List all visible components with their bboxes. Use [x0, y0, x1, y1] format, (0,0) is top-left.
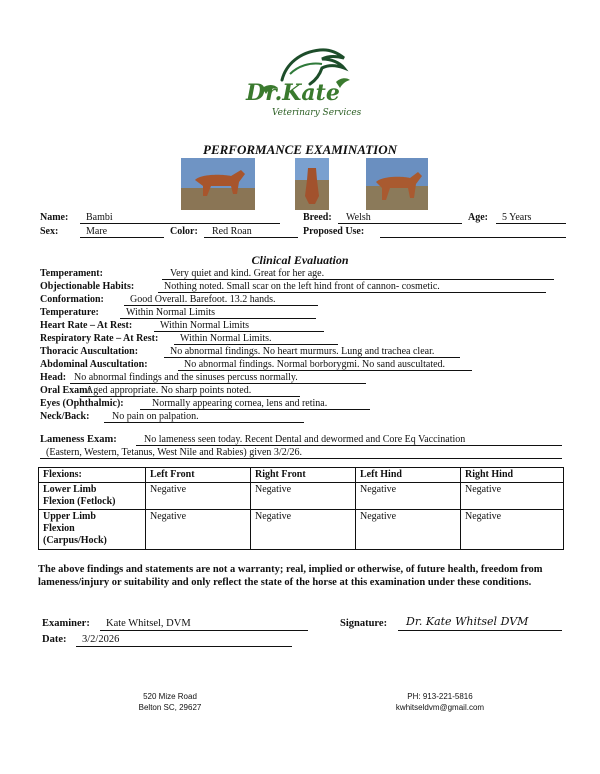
date-label: Date:: [42, 634, 67, 645]
table-header: Right Front: [251, 468, 356, 483]
table-header: Left Hind: [356, 468, 461, 483]
clinical-evaluation-heading: Clinical Evaluation: [251, 253, 349, 267]
horse-photo-side: [181, 158, 255, 210]
examiner-label: Examiner:: [42, 618, 90, 629]
proposed-use-label: Proposed Use:: [303, 226, 365, 237]
clinical-value: No abnormal findings and the sinuses percuss normally.: [74, 372, 298, 383]
signature-label: Signature:: [340, 618, 388, 629]
clinical-label: Eyes (Ophthalmic):: [40, 398, 124, 409]
lameness-value-line1: No lameness seen today. Recent Dental and dewormed and Core Eq Vaccination: [144, 434, 466, 445]
table-header-row: [39, 468, 564, 483]
clinical-value: Very quiet and kind. Great for her age.: [170, 268, 325, 279]
sex-label: Sex:: [40, 226, 59, 237]
name-value: Bambi: [86, 212, 113, 223]
table-cell: Negative: [461, 510, 564, 550]
table-cell: Negative: [251, 510, 356, 550]
breed-value: Welsh: [346, 212, 371, 223]
horse-photo-rear: [366, 158, 428, 210]
breed-label: Breed:: [303, 212, 332, 223]
clinical-label: Thoracic Auscultation:: [40, 346, 139, 357]
examiner-value: Kate Whitsel, DVM: [106, 618, 191, 629]
sex-value: Mare: [86, 226, 108, 237]
footer-address-line1: 520 Mize Road: [143, 692, 197, 701]
clinical-value: Within Normal Limits: [126, 307, 216, 318]
logo-subtitle: Veterinary Services: [272, 108, 362, 118]
age-value: 5 Years: [502, 212, 532, 223]
clinical-value: Nothing noted. Small scar on the left hind front of cannon- cosmetic.: [164, 281, 440, 292]
lameness-value-line2: (Eastern, Western, Tetanus, West Nile and Rabies) given 3/2/26.: [46, 447, 302, 458]
clinical-label: Temperament:: [40, 268, 103, 279]
table-cell: Negative: [461, 483, 564, 510]
clinical-label: Temperature:: [40, 307, 99, 318]
footer-email: kwhitseldvm@gmail.com: [395, 703, 485, 712]
clinical-value: Within Normal Limits: [160, 320, 250, 331]
table-row: [39, 510, 564, 550]
clinical-label: Respiratory Rate – At Rest:: [40, 333, 159, 344]
clinical-value: No abnormal findings. Normal borborygmi. No sand auscultated.: [184, 359, 446, 370]
footer-address-line2: Belton SC, 29627: [138, 703, 202, 712]
clinical-value: No abnormal findings. No heart murmurs. Lung and trachea clear.: [170, 346, 435, 357]
footer-address: [118, 691, 222, 713]
table-row: [39, 483, 564, 510]
signature-value: Dr. Kate Whitsel DVM: [406, 615, 529, 628]
clinical-label: Head:: [40, 372, 67, 383]
table-cell: Negative: [251, 483, 356, 510]
flexion-table: [38, 467, 564, 550]
table-header: Right Hind: [461, 468, 564, 483]
clinical-label: Neck/Back:: [40, 411, 90, 422]
clinical-label: Oral Exam:: [40, 385, 91, 396]
color-label: Color:: [170, 226, 198, 237]
clinical-label: Objectionable Habits:: [40, 281, 135, 292]
table-cell: Negative: [146, 510, 251, 550]
table-header: Left Front: [146, 468, 251, 483]
clinical-label: Conformation:: [40, 294, 104, 305]
clinical-value: Good Overall. Barefoot. 13.2 hands.: [130, 294, 276, 305]
age-label: Age:: [468, 212, 488, 223]
clinical-value: Normally appearing cornea, lens and retina.: [152, 398, 328, 409]
table-cell: Negative: [356, 483, 461, 510]
lameness-label: Lameness Exam:: [40, 434, 117, 445]
table-cell: Negative: [146, 483, 251, 510]
clinical-value: Within Normal Limits.: [180, 333, 272, 344]
footer-contact: [380, 691, 500, 713]
page-title: PERFORMANCE EXAMINATION: [203, 142, 397, 157]
table-header: Flexions:: [39, 468, 146, 483]
row-label: Upper Limb Flexion (Carpus/Hock): [39, 510, 146, 550]
date-value: 3/2/2026: [82, 634, 120, 645]
disclaimer-text: The above findings and statements are not a warranty; real, implied or otherwise, of future health, freedom from lameness/injury or suitability and only reflect the state of the horse at this examination under these conditions.: [38, 564, 543, 588]
clinical-label: Abdominal Auscultation:: [40, 359, 148, 370]
proposed-use-field: [380, 225, 566, 238]
logo: [232, 44, 372, 134]
clinical-value: Aged appropriate. No sharp points noted.: [86, 385, 252, 396]
clinical-value: No pain on palpation.: [112, 411, 199, 422]
horse-photo-front: [295, 158, 329, 210]
name-label: Name:: [40, 212, 69, 223]
logo-wordmark: Dr.Kate: [246, 80, 340, 106]
color-value: Red Roan: [212, 226, 252, 237]
footer-phone: PH: 913-221-5816: [407, 692, 473, 701]
clinical-label: Heart Rate – At Rest:: [40, 320, 133, 331]
table-cell: Negative: [356, 510, 461, 550]
row-label: Lower Limb Flexion (Fetlock): [39, 483, 146, 510]
